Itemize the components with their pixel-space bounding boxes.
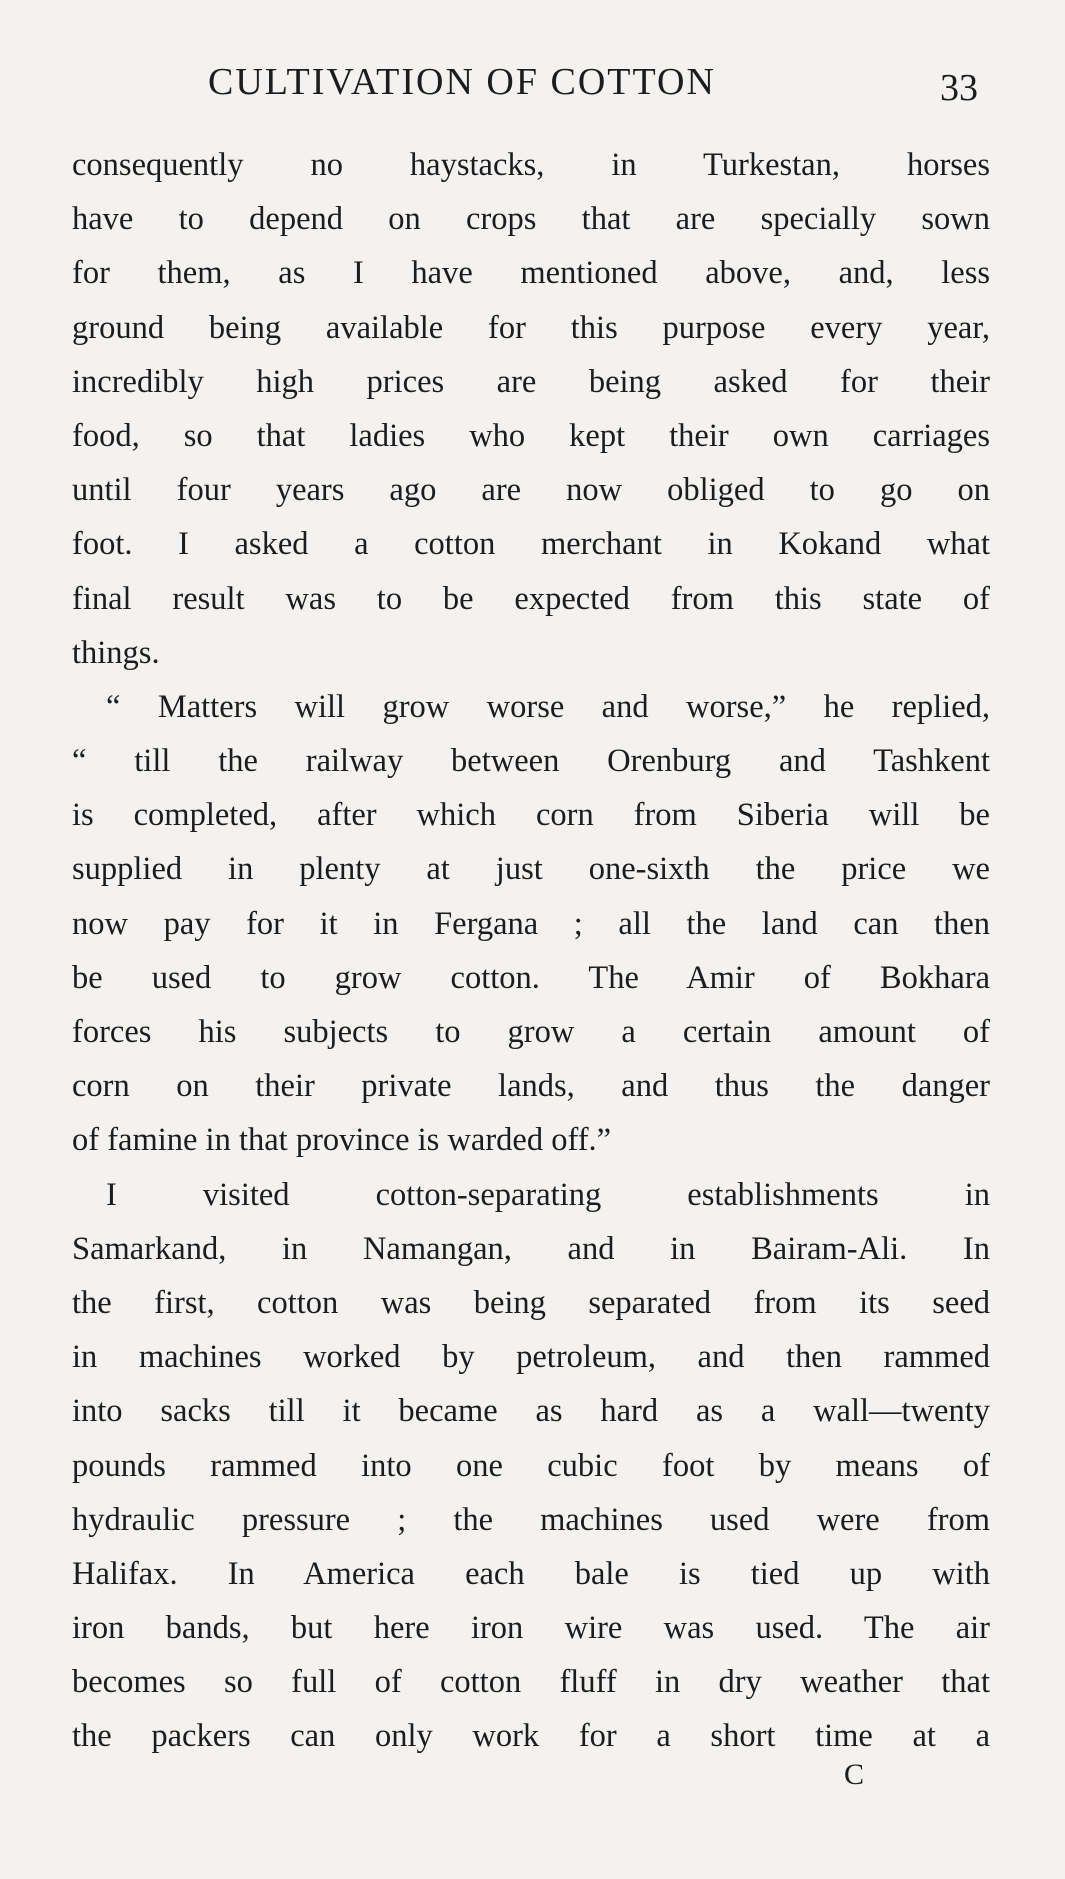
- text-line: I visited cotton-separating establishments in: [106, 1176, 990, 1213]
- text-line: corn on their private lands, and thus the danger: [72, 1068, 990, 1105]
- signature-mark: C: [844, 1758, 865, 1791]
- text-line: “ Matters will grow worse and worse,” he replied,: [106, 688, 990, 725]
- text-line: iron bands, but here iron wire was used. The air: [72, 1610, 990, 1647]
- text-line: the packers can only work for a short time at a: [72, 1718, 990, 1755]
- text-line: supplied in plenty at just one-sixth the price we: [72, 851, 990, 888]
- text-line: becomes so full of cotton fluff in dry weather that: [72, 1664, 990, 1701]
- text-line: for them, as I have mentioned above, and, less: [72, 255, 990, 292]
- text-line: is completed, after which corn from Siberia will be: [72, 797, 990, 834]
- text-line: consequently no haystacks, in Turkestan, horses: [72, 147, 990, 183]
- text-line: the first, cotton was being separated from its seed: [72, 1284, 990, 1321]
- text-line: in machines worked by petroleum, and then rammed: [72, 1339, 990, 1376]
- text-line: incredibly high prices are being asked for their: [72, 363, 990, 400]
- text-line: Halifax. In America each bale is tied up with: [72, 1555, 990, 1592]
- page-number: 33: [940, 67, 978, 109]
- text-line: final result was to be expected from this state of: [72, 580, 990, 617]
- text-line: pounds rammed into one cubic foot by means of: [72, 1447, 990, 1484]
- text-line: until four years ago are now obliged to go on: [72, 472, 990, 509]
- text-line: have to depend on crops that are specially sown: [72, 201, 990, 238]
- text-line: food, so that ladies who kept their own carriages: [72, 417, 990, 454]
- text-line: now pay for it in Fergana ; all the land can then: [72, 905, 990, 942]
- running-head: [0, 60, 1065, 110]
- text-line: “ till the railway between Orenburg and Tashkent: [72, 743, 990, 780]
- text-line: foot. I asked a cotton merchant in Kokand what: [72, 526, 990, 563]
- text-line: of famine in that province is warded off.”: [72, 1122, 612, 1159]
- text-line: forces his subjects to grow a certain amount of: [72, 1014, 990, 1050]
- chapter-title: CULTIVATION OF COTTON: [208, 61, 716, 103]
- text-line: Samarkand, in Namangan, and in Bairam-Ali. In: [72, 1230, 990, 1267]
- body-text: [72, 138, 990, 1764]
- text-line: be used to grow cotton. The Amir of Bokhara: [72, 959, 990, 996]
- text-line: things.: [72, 634, 160, 671]
- text-line: into sacks till it became as hard as a wall—twenty: [72, 1393, 990, 1430]
- text-line: ground being available for this purpose every year,: [72, 309, 990, 346]
- text-line: hydraulic pressure ; the machines used were from: [72, 1501, 990, 1538]
